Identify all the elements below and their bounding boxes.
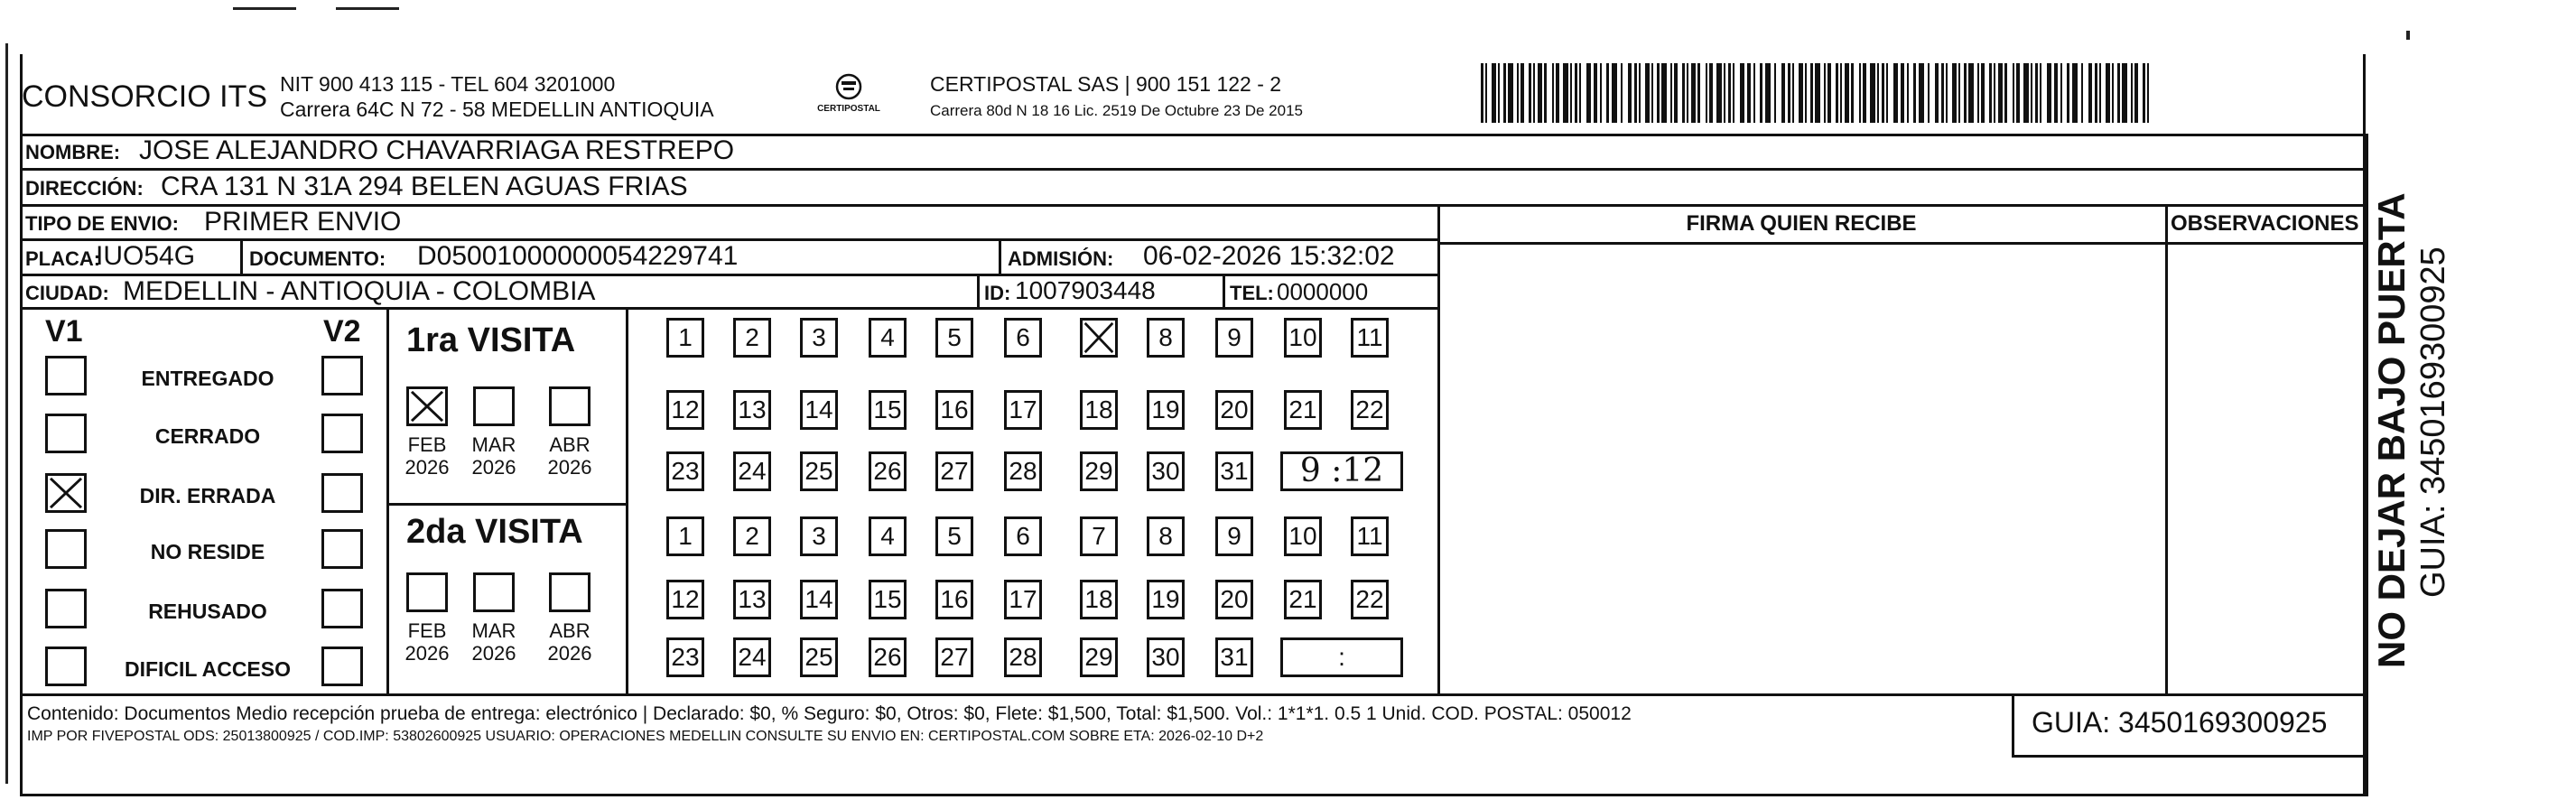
rule <box>977 274 980 307</box>
footer-line-1: Contenido: Documentos Medio recepción prueba de entrega: electrónico | Declarado: $0, % Seguro: $0, Otros: $0, Flete: $1,500, Total: $1,500. Vol.: 1*1*1. 0.5 1 Unid. COD. POSTAL: 050012 <box>27 703 1632 724</box>
day-checkbox[interactable]: 27 <box>935 637 973 677</box>
placa-label: PLACA: <box>25 247 101 270</box>
month-name: ABR <box>549 619 591 642</box>
day-checkbox[interactable]: 30 <box>1147 451 1185 491</box>
v1-checkbox[interactable] <box>45 473 87 513</box>
day-checkbox[interactable]: 22 <box>1351 580 1389 619</box>
ciudad-label: CIUDAD: <box>25 282 109 304</box>
v2-checkbox[interactable] <box>321 647 363 686</box>
rule <box>2012 755 2366 758</box>
v2-checkbox[interactable] <box>321 356 363 395</box>
day-checkbox[interactable]: 17 <box>1004 390 1042 430</box>
day-checkbox[interactable]: 21 <box>1284 390 1322 430</box>
nombre-label: NOMBRE: <box>25 141 121 163</box>
v2-checkbox[interactable] <box>321 589 363 628</box>
month-checkbox[interactable] <box>406 386 448 426</box>
rule <box>1437 204 1440 693</box>
company-line-1: NIT 900 413 115 - TEL 604 3201000 <box>280 72 616 96</box>
scan-mark <box>5 43 8 784</box>
status-label: CERRADO <box>154 424 261 448</box>
month-label <box>462 619 525 665</box>
month-name: MAR <box>471 433 516 456</box>
rule <box>240 238 243 274</box>
day-checkbox[interactable]: 6 <box>1004 318 1042 358</box>
documento-label: DOCUMENTO: <box>249 247 386 270</box>
v1-checkbox[interactable] <box>45 589 87 628</box>
rule <box>20 168 2366 171</box>
carrier-line-2: Carrera 80d N 18 16 Lic. 2519 De Octubre 23 De 2015 <box>930 102 1303 119</box>
v1-checkbox[interactable] <box>45 647 87 686</box>
day-checkbox[interactable]: 12 <box>666 390 704 430</box>
day-checkbox[interactable]: 1 <box>666 318 704 358</box>
company-name: CONSORCIO ITS <box>22 79 268 114</box>
day-checkbox[interactable]: 8 <box>1147 516 1185 556</box>
month-label <box>462 433 525 479</box>
rule <box>386 307 389 693</box>
day-checkbox[interactable]: 16 <box>935 580 973 619</box>
month-name: ABR <box>549 433 591 456</box>
placa-value: IUO54G <box>96 241 196 271</box>
status-label: NO RESIDE <box>150 540 265 563</box>
day-checkbox[interactable]: 2 <box>733 516 771 556</box>
status-label: ENTREGADO <box>141 367 274 390</box>
time-field[interactable]: 9 :12 <box>1280 451 1403 491</box>
admision-value: 06-02-2026 15:32:02 <box>1143 241 1395 271</box>
day-checkbox[interactable]: 10 <box>1284 318 1322 358</box>
footer-guia: GUIA: 3450169300925 <box>2032 706 2328 739</box>
month-label <box>395 619 459 665</box>
day-checkbox[interactable]: 7 <box>1080 516 1118 556</box>
day-checkbox[interactable]: 19 <box>1147 390 1185 430</box>
day-checkbox[interactable]: 31 <box>1215 451 1253 491</box>
v2-checkbox[interactable] <box>321 529 363 569</box>
day-checkbox[interactable]: 21 <box>1284 580 1322 619</box>
observaciones-label: OBSERVACIONES <box>2171 211 2359 236</box>
day-checkbox[interactable]: 23 <box>666 637 704 677</box>
firma-label: FIRMA QUIEN RECIBE <box>1686 211 1917 236</box>
day-checkbox[interactable]: 24 <box>733 637 771 677</box>
day-checkbox[interactable]: 16 <box>935 390 973 430</box>
day-checkbox[interactable]: 14 <box>800 390 838 430</box>
day-checkbox[interactable]: 11 <box>1351 318 1389 358</box>
day-checkbox[interactable]: 22 <box>1351 390 1389 430</box>
month-checkbox[interactable] <box>549 386 591 426</box>
id-value: 1007903448 <box>1015 276 1156 304</box>
v1-checkbox[interactable] <box>45 529 87 569</box>
side-guia: GUIA: 3450169300925 <box>2414 247 2452 598</box>
rule <box>20 307 1437 310</box>
header-frame <box>20 54 2366 135</box>
v1-checkbox[interactable] <box>45 414 87 453</box>
status-label: DIR. ERRADA <box>139 484 276 507</box>
day-checkbox[interactable]: 26 <box>869 637 907 677</box>
month-year: 2026 <box>471 642 516 665</box>
visit-1-title: 1ra VISITA <box>406 321 576 359</box>
month-name: FEB <box>407 619 447 642</box>
v2-label: V2 <box>323 314 361 349</box>
day-checkbox[interactable]: 14 <box>800 580 838 619</box>
v1-checkbox[interactable] <box>45 356 87 395</box>
time-field[interactable]: : <box>1280 637 1403 677</box>
month-year: 2026 <box>547 642 592 665</box>
rule <box>626 307 628 693</box>
day-checkbox[interactable]: 23 <box>666 451 704 491</box>
visit-2-title: 2da VISITA <box>406 513 583 551</box>
month-label <box>395 433 459 479</box>
day-checkbox[interactable]: 29 <box>1080 637 1118 677</box>
rule <box>2366 134 2368 796</box>
day-checkbox[interactable]: 27 <box>935 451 973 491</box>
tipo-envio-value: PRIMER ENVIO <box>204 207 402 237</box>
day-checkbox[interactable]: 20 <box>1215 580 1253 619</box>
day-checkbox[interactable]: 18 <box>1080 580 1118 619</box>
day-checkbox[interactable]: 31 <box>1215 637 1253 677</box>
day-checkbox[interactable]: 30 <box>1147 637 1185 677</box>
day-checkbox[interactable]: 12 <box>666 580 704 619</box>
month-label <box>538 433 601 479</box>
status-label: REHUSADO <box>148 600 267 623</box>
v1-label: V1 <box>45 314 83 349</box>
day-checkbox[interactable]: 25 <box>800 451 838 491</box>
month-checkbox[interactable] <box>549 572 591 612</box>
documento-value: D05001000000054229741 <box>417 241 739 271</box>
footer-line-2: IMP POR FIVEPOSTAL ODS: 25013800925 / COD.IMP: 53802600925 USUARIO: OPERACIONES MEDELLIN CONSULTE SU ENVIO EN: CERTIPOSTAL.COM SOBRE ETA: 2026-02-10 D+2 <box>27 729 1264 744</box>
day-checkbox[interactable]: 19 <box>1147 580 1185 619</box>
month-checkbox[interactable] <box>406 572 448 612</box>
day-checkbox[interactable]: 2 <box>733 318 771 358</box>
direccion-label: DIRECCIÓN: <box>25 177 144 200</box>
day-checkbox[interactable] <box>1080 318 1118 358</box>
day-checkbox[interactable]: 13 <box>733 390 771 430</box>
day-checkbox[interactable]: 6 <box>1004 516 1042 556</box>
day-checkbox[interactable]: 15 <box>869 580 907 619</box>
admision-label: ADMISIÓN: <box>1008 247 1114 270</box>
rule <box>2165 204 2168 693</box>
month-year: 2026 <box>547 456 592 479</box>
day-checkbox[interactable]: 28 <box>1004 451 1042 491</box>
day-checkbox[interactable]: 18 <box>1080 390 1118 430</box>
month-year: 2026 <box>405 456 450 479</box>
day-checkbox[interactable]: 29 <box>1080 451 1118 491</box>
month-name: FEB <box>407 433 447 456</box>
direccion-value: CRA 131 N 31A 294 BELEN AGUAS FRIAS <box>161 172 688 201</box>
day-checkbox[interactable]: 9 <box>1215 318 1253 358</box>
tel-value: 0000000 <box>1277 278 1369 305</box>
scan-mark <box>336 7 399 10</box>
month-name: MAR <box>471 619 516 642</box>
day-checkbox[interactable]: 8 <box>1147 318 1185 358</box>
day-checkbox[interactable]: 28 <box>1004 637 1042 677</box>
day-checkbox[interactable]: 4 <box>869 318 907 358</box>
day-checkbox[interactable]: 17 <box>1004 580 1042 619</box>
day-checkbox[interactable]: 4 <box>869 516 907 556</box>
day-checkbox[interactable]: 3 <box>800 318 838 358</box>
logo-text: CERTIPOSTAL <box>817 104 880 114</box>
no-dejar-notice: NO DEJAR BAJO PUERTA <box>2370 192 2413 668</box>
v2-checkbox[interactable] <box>321 414 363 453</box>
rule <box>1437 242 2366 245</box>
day-checkbox[interactable]: 15 <box>869 390 907 430</box>
v2-checkbox[interactable] <box>321 473 363 513</box>
status-label: DIFICIL ACCESO <box>124 657 291 681</box>
day-checkbox[interactable]: 9 <box>1215 516 1253 556</box>
rule <box>2012 693 2014 757</box>
company-line-2: Carrera 64C N 72 - 58 MEDELLIN ANTIOQUIA <box>280 98 714 121</box>
month-label <box>538 619 601 665</box>
day-checkbox[interactable]: 11 <box>1351 516 1389 556</box>
day-checkbox[interactable]: 24 <box>733 451 771 491</box>
day-checkbox[interactable]: 10 <box>1284 516 1322 556</box>
day-checkbox[interactable]: 5 <box>935 516 973 556</box>
id-label: ID: <box>984 282 1011 304</box>
day-checkbox[interactable]: 1 <box>666 516 704 556</box>
day-checkbox[interactable]: 26 <box>869 451 907 491</box>
nombre-value: JOSE ALEJANDRO CHAVARRIAGA RESTREPO <box>139 135 735 165</box>
tipo-envio-label: TIPO DE ENVIO: <box>25 212 179 235</box>
scan-mark <box>233 7 296 10</box>
month-checkbox[interactable] <box>473 386 515 426</box>
day-checkbox[interactable]: 5 <box>935 318 973 358</box>
day-checkbox[interactable]: 13 <box>733 580 771 619</box>
carrier-line-1: CERTIPOSTAL SAS | 900 151 122 - 2 <box>930 72 1282 96</box>
day-checkbox[interactable]: 20 <box>1215 390 1253 430</box>
month-year: 2026 <box>471 456 516 479</box>
day-checkbox[interactable]: 3 <box>800 516 838 556</box>
month-year: 2026 <box>405 642 450 665</box>
ciudad-value: MEDELLIN - ANTIOQUIA - COLOMBIA <box>123 276 596 306</box>
month-checkbox[interactable] <box>473 572 515 612</box>
rule <box>999 238 1001 274</box>
rule <box>386 503 626 506</box>
day-checkbox[interactable]: 25 <box>800 637 838 677</box>
tel-label: TEL: <box>1230 282 1274 304</box>
scan-mark <box>2406 31 2410 40</box>
rule <box>1223 274 1225 307</box>
